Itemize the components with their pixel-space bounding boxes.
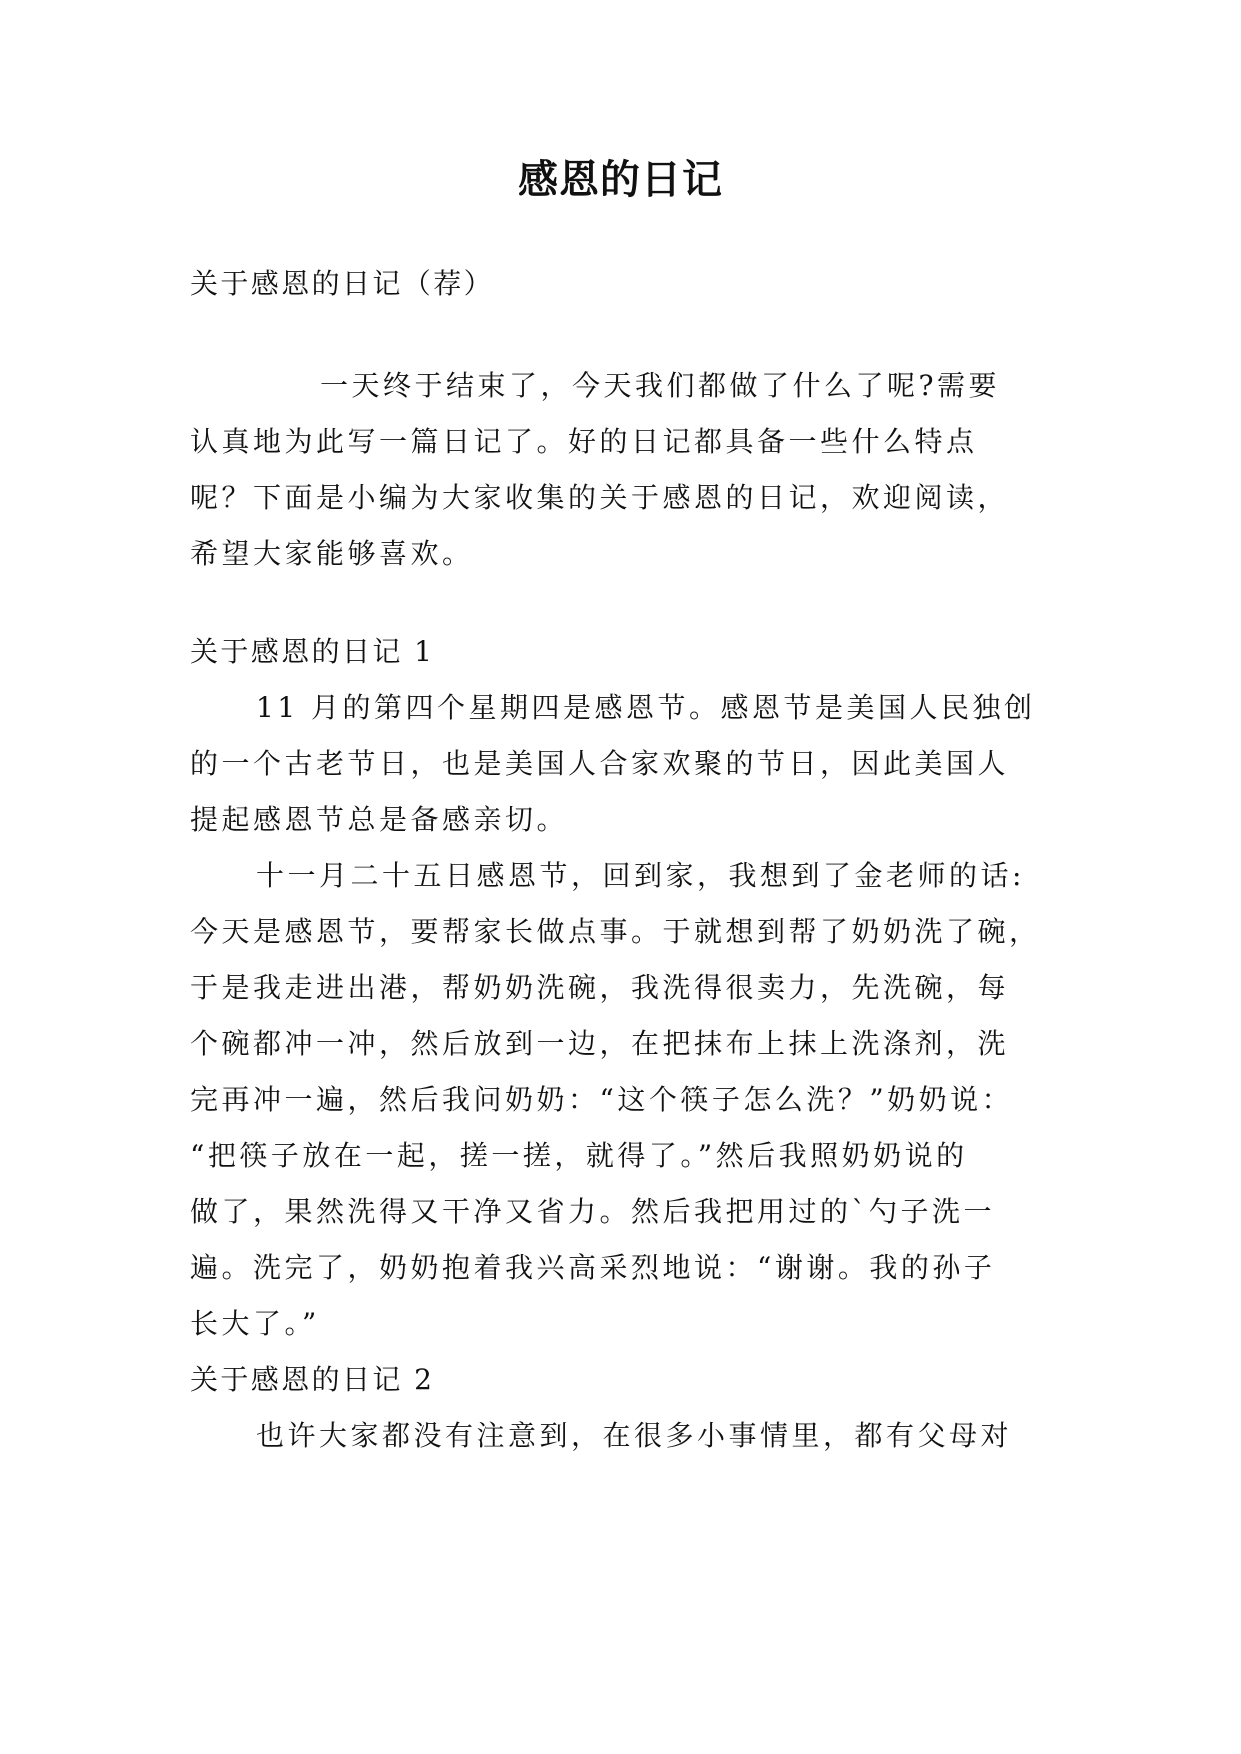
document-subtitle: 关于感恩的日记（荐） [190,267,495,300]
section-heading: 关于感恩的日记 2 [190,1363,435,1396]
intro-line: 认真地为此写一篇日记了。好的日记都具备一些什么特点 [190,425,978,458]
paragraph-line: 十一月二十五日感恩节，回到家，我想到了金老师的话: [256,859,1025,892]
paragraph-line: 的一个古老节日，也是美国人合家欢聚的节日，因此美国人 [190,747,1010,780]
paragraph-line: 也许大家都没有注意到，在很多小事情里，都有父母对 [256,1419,1013,1452]
document-title: 感恩的日记 [518,157,723,203]
intro-line: 希望大家能够喜欢。 [190,537,474,570]
paragraph-line: 于是我走进出港，帮奶奶洗碗，我洗得很卖力，先洗碗，每 [190,971,1010,1004]
paragraph-line: 做了，果然洗得又干净又省力。然后我把用过的`勺子洗一 [190,1195,996,1228]
section-heading: 关于感恩的日记 1 [190,635,435,668]
paragraph-line: 提起感恩节总是备感亲切。 [190,803,569,836]
intro-line: 一天终于结束了，今天我们都做了什么了呢?需要 [320,369,1001,402]
paragraph-line: 遍。洗完了，奶奶抱着我兴高采烈地说：“谢谢。我的孙子 [190,1251,996,1284]
paragraph-line: 今天是感恩节，要帮家长做点事。于就想到帮了奶奶洗了碗， [190,915,1041,948]
intro-line: 呢？下面是小编为大家收集的关于感恩的日记，欢迎阅读， [190,481,1010,514]
paragraph-line: 个碗都冲一冲，然后放到一边，在把抹布上抹上洗涤剂，洗 [190,1027,1010,1060]
paragraph-line: 长大了。” [190,1307,320,1340]
paragraph-line: “把筷子放在一起，搓一搓，就得了。”然后我照奶奶说的 [190,1139,968,1172]
paragraph-line: 完再冲一遍，然后我问奶奶：“这个筷子怎么洗？”奶奶说： [190,1083,1014,1116]
paragraph-line: 11 月的第四个星期四是感恩节。感恩节是美国人民独创 [256,691,1036,724]
